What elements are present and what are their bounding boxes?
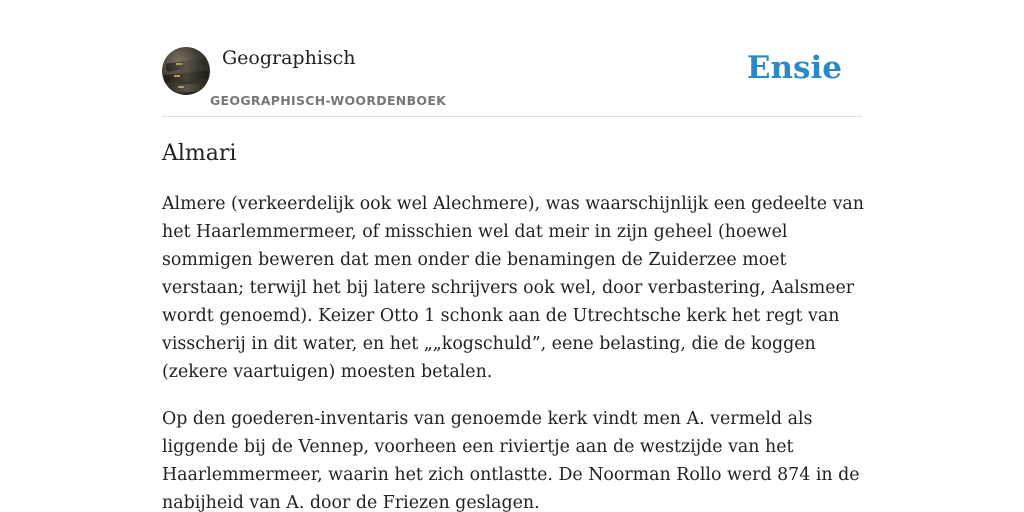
publication-title-link[interactable]: Geographisch bbox=[222, 47, 356, 69]
article bbox=[162, 140, 867, 512]
article-paragraph: Op den goederen-inventaris van genoemde kerk vindt men A. vermeld als liggende bij de Vennep, voorheen een riviertje aan de westzijde van het Haarlemmermeer, waarin het zich ontlastte. De Noorman Rollo werd 874 in de nabijheid van A. door de Friezen geslagen. bbox=[162, 409, 860, 512]
book-spine bbox=[164, 71, 209, 84]
book-spine-gilding bbox=[176, 63, 182, 65]
article-paragraph: Almere (verkeerdelijk ook wel Alechmere), was waarschijnlijk een gedeelte van het Haarlemmermeer, of misschien wel dat meir in zijn geheel (hoewel sommigen beweren dat men onder die benamingen de Zuiderzee moet verstaan; terwijl het bij latere schrijvers ook wel, door verbastering, Aalsmeer wordt genoemd). Keizer Otto 1 schonk aan de Utrechtsche kerk het regt van visscherij in dit water, en het „„kogschuld”, eene belasting, die de koggen (zekere vaartuigen) moesten betalen. bbox=[162, 194, 865, 382]
book-spine-gilding bbox=[178, 86, 184, 88]
publication-subtitle-link[interactable]: GEOGRAPHISCH-WOORDENBOEK bbox=[210, 93, 447, 108]
publication-avatar-icon[interactable] bbox=[162, 47, 210, 95]
article-title: Almari bbox=[162, 141, 237, 166]
book-spine bbox=[168, 83, 206, 94]
ensie-logo-link[interactable]: Ensie bbox=[746, 50, 842, 86]
book-spine bbox=[166, 58, 207, 71]
publication-header bbox=[162, 40, 862, 117]
book-spine-gilding bbox=[174, 75, 180, 77]
